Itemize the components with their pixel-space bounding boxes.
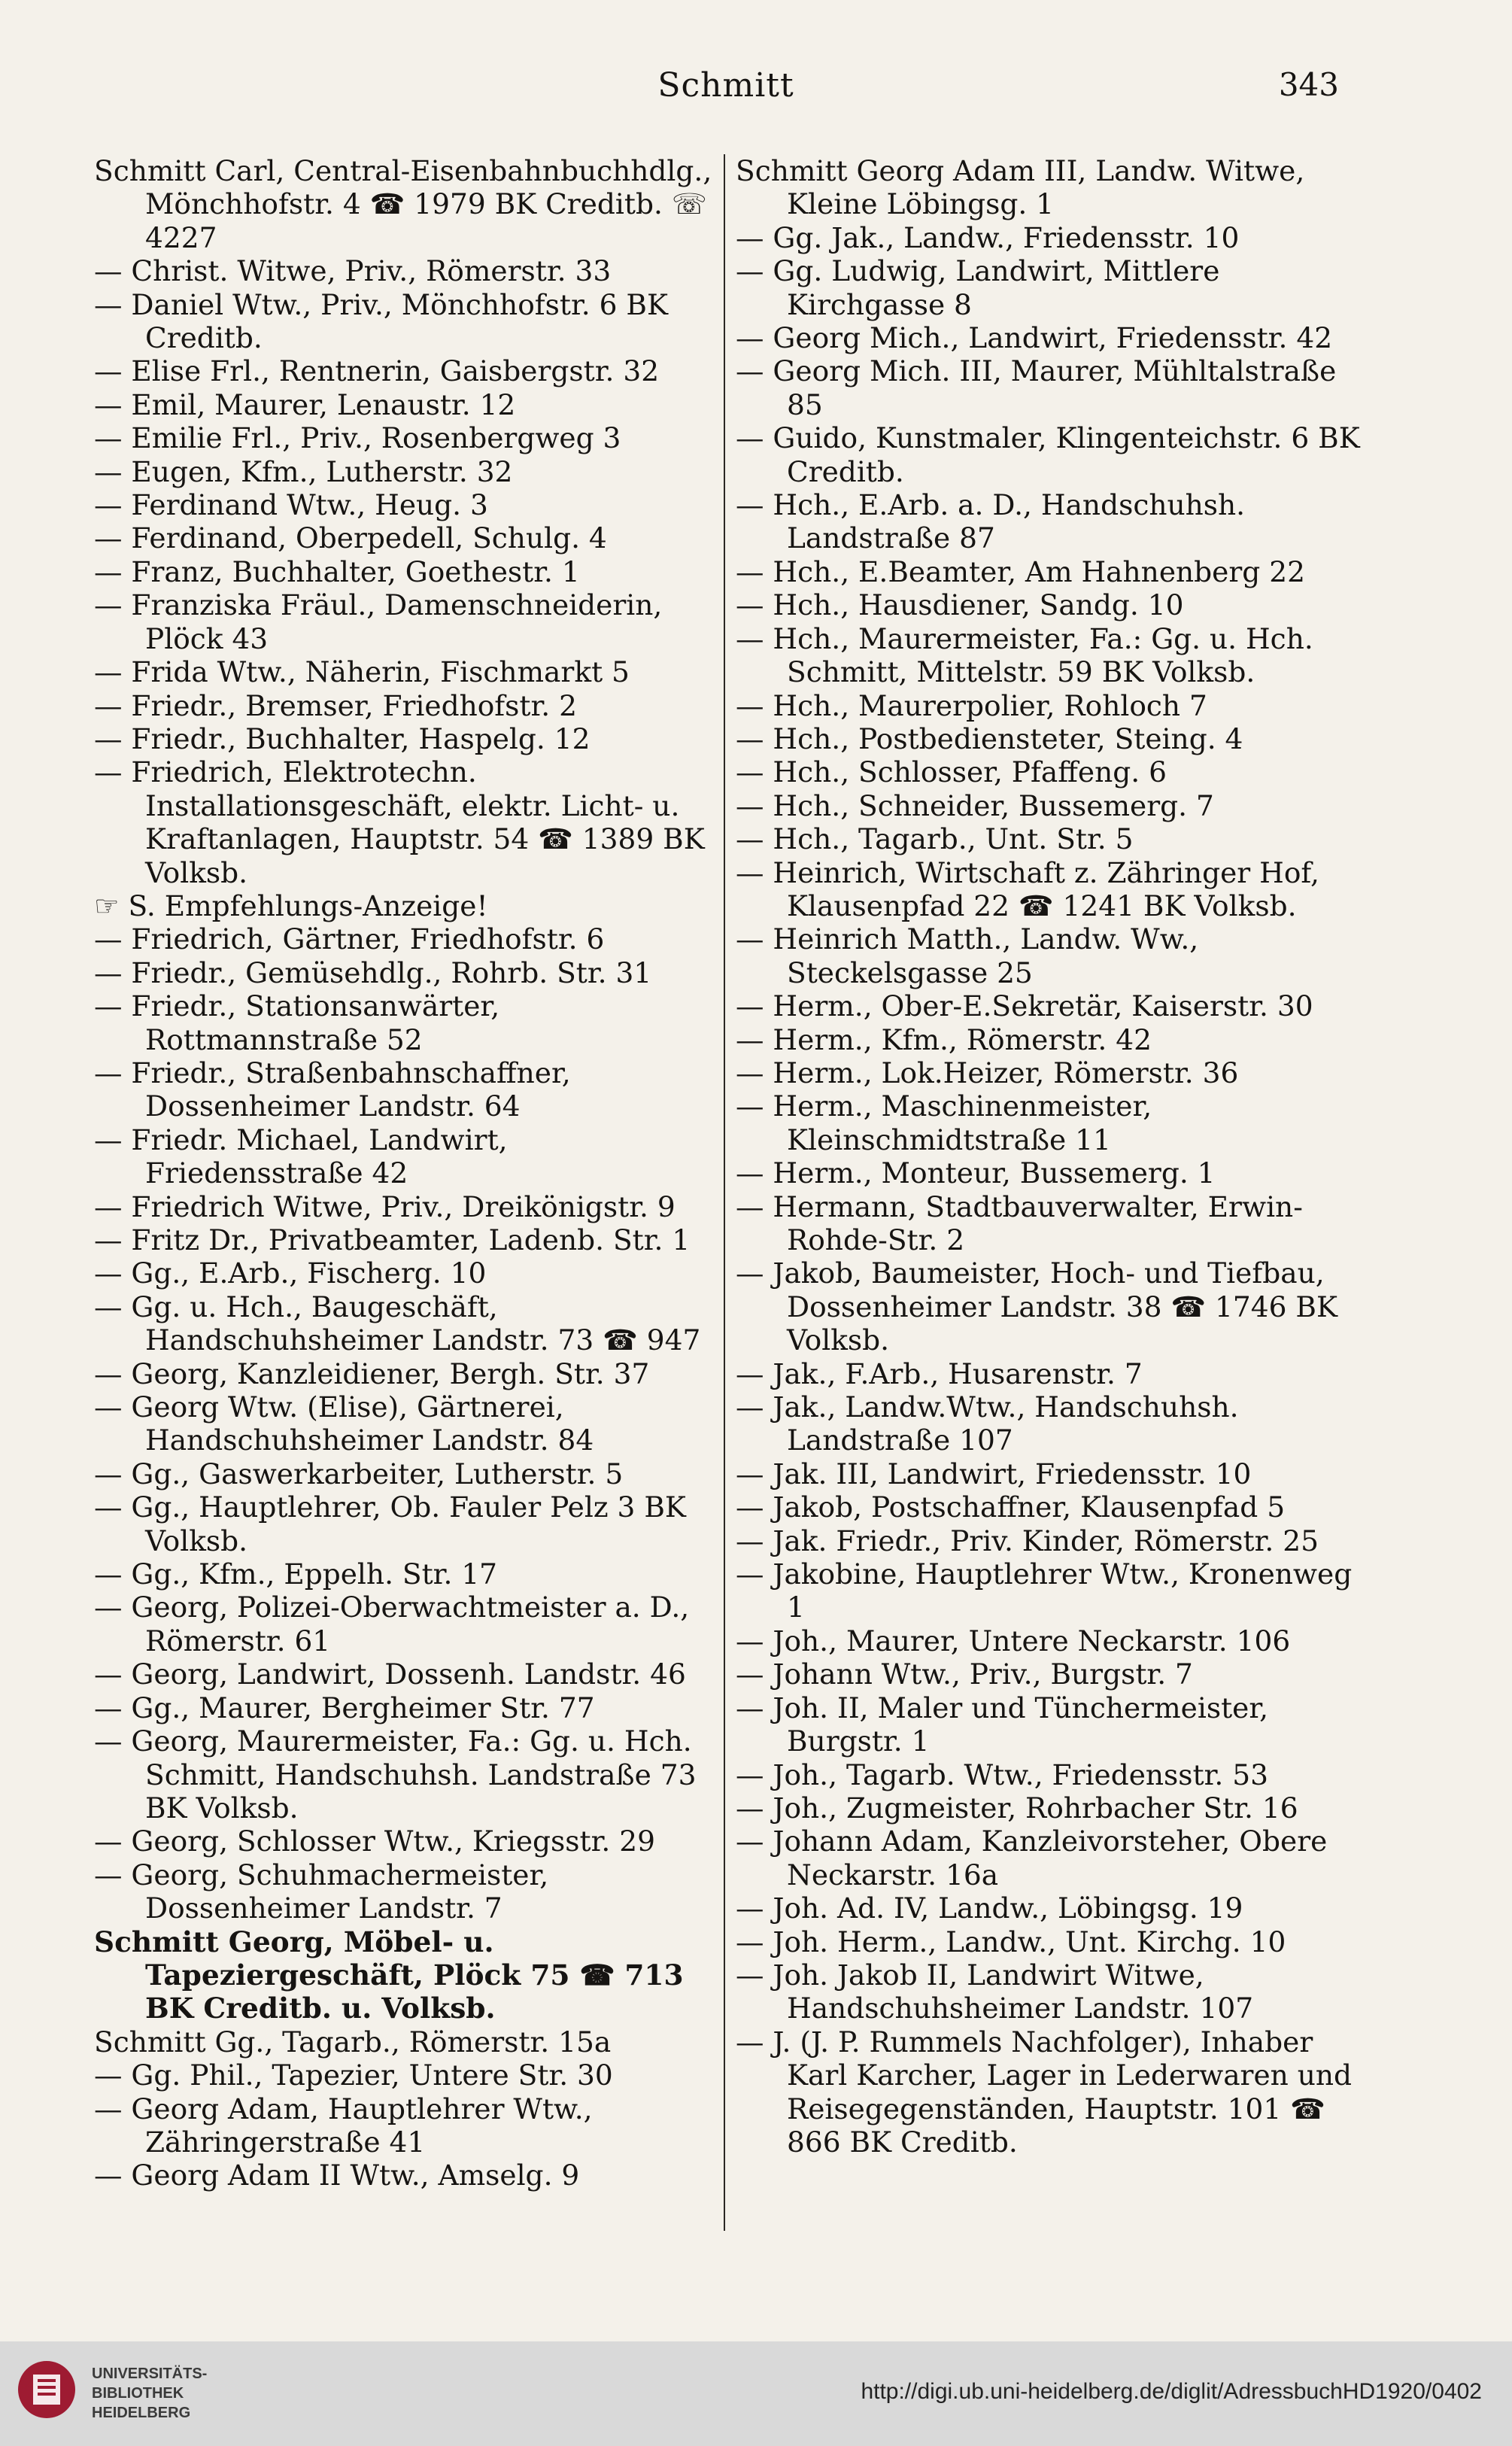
directory-entry: — Heinrich, Wirtschaft z. Zähringer Hof, Klausenpfad 22 ☎ 1241 BK Volksb. bbox=[736, 855, 1319, 922]
directory-entry: Schmitt Georg, Möbel- u. Tapeziergeschäft, Plöck 75 ☎ 713 BK Creditb. u. Volksb. bbox=[94, 1925, 684, 2025]
directory-entry: — Joh., Maurer, Untere Neckarstr. 106 bbox=[736, 1624, 1291, 1658]
directory-entry: — Franz, Buchhalter, Goethestr. 1 bbox=[94, 555, 580, 588]
directory-entry: Schmitt Carl, Central-Eisenbahnbuchhdlg., Mönchhofstr. 4 ☎ 1979 BK Creditb. ☏ 4227 bbox=[94, 154, 712, 254]
directory-entry: — Eugen, Kfm., Lutherstr. 32 bbox=[94, 454, 513, 488]
page-header bbox=[94, 66, 1358, 119]
directory-entry: — Georg Wtw. (Elise), Gärtnerei, Handschuhsheimer Landstr. 84 bbox=[94, 1390, 594, 1457]
directory-entry: — Friedr. Michael, Landwirt, Friedensstraße 42 bbox=[94, 1123, 508, 1190]
directory-entry: — Daniel Wtw., Priv., Mönchhofstr. 6 BK Creditb. bbox=[94, 287, 668, 355]
directory-entry: — Christ. Witwe, Priv., Römerstr. 33 bbox=[94, 254, 612, 288]
directory-entry: — Georg, Kanzleidiener, Bergh. Str. 37 bbox=[94, 1357, 650, 1390]
directory-entry: — Johann Wtw., Priv., Burgstr. 7 bbox=[736, 1658, 1193, 1691]
directory-entry: — Frida Wtw., Näherin, Fischmarkt 5 bbox=[94, 655, 630, 689]
directory-entry: — Friedr., Straßenbahnschaffner, Dossenheimer Landstr. 64 bbox=[94, 1056, 571, 1123]
directory-entry: — Herm., Monteur, Bussemerg. 1 bbox=[736, 1156, 1216, 1190]
directory-entry: — Joh. Herm., Landw., Unt. Kirchg. 10 bbox=[736, 1925, 1286, 1958]
directory-entry: — Joh., Tagarb. Wtw., Friedensstr. 53 bbox=[736, 1758, 1268, 1791]
directory-entry: — Heinrich Matth., Landw. Ww., Steckelsgasse 25 bbox=[736, 922, 1199, 989]
footer-bar bbox=[0, 2341, 1512, 2446]
directory-entry: — Gg. Phil., Tapezier, Untere Str. 30 bbox=[94, 2059, 613, 2092]
left-column bbox=[94, 154, 730, 2192]
directory-entry: Schmitt Gg., Tagarb., Römerstr. 15a bbox=[94, 2025, 612, 2059]
page-title: Schmitt bbox=[657, 66, 794, 105]
library-name-line1: UNIVERSITÄTS- bbox=[92, 2365, 208, 2382]
directory-entry: — Hch., Schneider, Bussemerg. 7 bbox=[736, 788, 1214, 822]
directory-entry: — Herm., Ober-E.Sekretär, Kaiserstr. 30 bbox=[736, 989, 1313, 1023]
directory-entry: Schmitt Georg Adam III, Landw. Witwe, Kleine Löbingsg. 1 bbox=[736, 154, 1305, 221]
directory-entry: — Georg, Schlosser Wtw., Kriegsstr. 29 bbox=[94, 1825, 655, 1858]
page-number: 343 bbox=[1278, 66, 1339, 103]
directory-entry: — Hch., Hausdiener, Sandg. 10 bbox=[736, 588, 1184, 622]
directory-entry: — Friedr., Bremser, Friedhofstr. 2 bbox=[94, 688, 578, 722]
directory-entry: — Gg. u. Hch., Baugeschäft, Handschuhsheimer Landstr. 73 ☎ 947 bbox=[94, 1290, 701, 1357]
directory-entry: — Herm., Maschinenmeister, Kleinschmidtstraße 11 bbox=[736, 1089, 1152, 1156]
directory-entry: — Elise Frl., Rentnerin, Gaisbergstr. 32 bbox=[94, 354, 660, 388]
directory-entry: — Georg Mich. III, Maurer, Mühltalstraße 85 bbox=[736, 354, 1337, 421]
directory-entry: ☞ S. Empfehlungs-Anzeige! bbox=[94, 889, 488, 922]
directory-entry: — Joh. Ad. IV, Landw., Löbingsg. 19 bbox=[736, 1891, 1243, 1925]
library-logo-icon bbox=[15, 2358, 78, 2421]
directory-entry: — Joh., Zugmeister, Rohrbacher Str. 16 bbox=[736, 1791, 1298, 1825]
directory-entry: — Fritz Dr., Privatbeamter, Ladenb. Str. 1 bbox=[94, 1223, 691, 1256]
directory-entry: — Jak., Landw.Wtw., Handschuhsh. Landstraße 107 bbox=[736, 1390, 1239, 1457]
source-url-link[interactable]: http://digi.ub.uni-heidelberg.de/diglit/AdressbuchHD1920/0402 bbox=[861, 2379, 1482, 2404]
directory-entry: — Hch., Maurermeister, Fa.: Gg. u. Hch. Schmitt, Mittelstr. 59 BK Volksb. bbox=[736, 621, 1313, 689]
directory-entry: — Hermann, Stadtbauverwalter, Erwin-Rohde-Str. 2 bbox=[736, 1190, 1303, 1256]
directory-entry: — Hch., E.Arb. a. D., Handschuhsh. Landstraße 87 bbox=[736, 488, 1246, 555]
directory-entry: — Gg., Gaswerkarbeiter, Lutherstr. 5 bbox=[94, 1457, 624, 1490]
directory-entry: — Hch., Postbediensteter, Steing. 4 bbox=[736, 722, 1243, 755]
directory-entry: — Ferdinand, Oberpedell, Schulg. 4 bbox=[94, 521, 607, 555]
directory-entry: — Georg Mich., Landwirt, Friedensstr. 42 bbox=[736, 321, 1333, 355]
library-name bbox=[92, 2364, 207, 2423]
directory-entry: — Jak., F.Arb., Husarenstr. 7 bbox=[736, 1357, 1143, 1390]
directory-entry: — Johann Adam, Kanzleivorsteher, Obere Neckarstr. 16a bbox=[736, 1825, 1328, 1891]
directory-entry: — Emil, Maurer, Lenaustr. 12 bbox=[94, 387, 516, 421]
directory-entry: — Herm., Lok.Heizer, Römerstr. 36 bbox=[736, 1056, 1239, 1089]
directory-entry: — Herm., Kfm., Römerstr. 42 bbox=[736, 1022, 1152, 1056]
directory-entry: — Jakob, Baumeister, Hoch- und Tiefbau, Dossenheimer Landstr. 38 ☎ 1746 BK Volksb. bbox=[736, 1256, 1337, 1357]
directory-entry: — Hch., E.Beamter, Am Hahnenberg 22 bbox=[736, 555, 1305, 588]
directory-entry: — Jakob, Postschaffner, Klausenpfad 5 bbox=[736, 1490, 1286, 1524]
directory-entry: — Georg, Polizei-Oberwachtmeister a. D., Römerstr. 61 bbox=[94, 1591, 690, 1658]
column-divider bbox=[724, 154, 725, 2231]
directory-entry: — Emilie Frl., Priv., Rosenbergweg 3 bbox=[94, 421, 621, 455]
directory-entry: — Franziska Fräul., Damenschneiderin, Plöck 43 bbox=[94, 588, 663, 655]
directory-entry: — Guido, Kunstmaler, Klingenteichstr. 6 BK Creditb. bbox=[736, 421, 1360, 488]
directory-entry: — Gg., Kfm., Eppelh. Str. 17 bbox=[94, 1557, 498, 1591]
library-name-line3: HEIDELBERG bbox=[92, 2405, 191, 2421]
directory-entry: — Georg Adam II Wtw., Amselg. 9 bbox=[94, 2159, 580, 2192]
directory-entry: — Friedrich, Elektrotechn. Installationsgeschäft, elektr. Licht- u. Kraftanlagen, Hauptstr. 54 ☎ 1389 BK Volksb. bbox=[94, 755, 705, 889]
directory-entry: — Gg. Ludwig, Landwirt, Mittlere Kirchgasse 8 bbox=[736, 254, 1220, 321]
library-name-line2: BIBLIOTHEK bbox=[92, 2385, 184, 2402]
directory-entry: — Friedr., Gemüsehdlg., Rohrb. Str. 31 bbox=[94, 956, 652, 989]
directory-entry: — Jak. Friedr., Priv. Kinder, Römerstr. 25 bbox=[736, 1524, 1319, 1557]
directory-entry: — Georg, Landwirt, Dossenh. Landstr. 46 bbox=[94, 1658, 686, 1691]
directory-entry: — Hch., Schlosser, Pfaffeng. 6 bbox=[736, 755, 1167, 789]
directory-entry: — Joh. Jakob II, Landwirt Witwe, Handschuhsheimer Landstr. 107 bbox=[736, 1958, 1254, 2025]
right-column bbox=[736, 154, 1371, 2159]
directory-entry: — Jak. III, Landwirt, Friedensstr. 10 bbox=[736, 1457, 1252, 1490]
directory-entry: — Joh. II, Maler und Tünchermeister, Burgstr. 1 bbox=[736, 1691, 1269, 1758]
directory-entry: — J. (J. P. Rummels Nachfolger), Inhaber Karl Karcher, Lager in Lederwaren und Reisegegenständen, Hauptstr. 101 ☎ 866 BK Creditb. bbox=[736, 2025, 1353, 2159]
directory-entry: — Friedr., Stationsanwärter, Rottmannstraße 52 bbox=[94, 989, 500, 1056]
directory-entry: — Ferdinand Wtw., Heug. 3 bbox=[94, 488, 488, 522]
directory-entry: — Hch., Tagarb., Unt. Str. 5 bbox=[736, 822, 1134, 856]
directory-entry: — Friedrich, Gärtner, Friedhofstr. 6 bbox=[94, 922, 605, 956]
directory-entry: — Friedrich Witwe, Priv., Dreikönigstr. 9 bbox=[94, 1190, 676, 1223]
directory-entry: — Gg., Maurer, Bergheimer Str. 77 bbox=[94, 1691, 595, 1724]
directory-entry: — Georg, Schuhmachermeister, Dossenheimer Landstr. 7 bbox=[94, 1858, 549, 1925]
directory-entry: — Georg Adam, Hauptlehrer Wtw., Zähringerstraße 41 bbox=[94, 2092, 593, 2159]
directory-entry: — Gg., Hauptlehrer, Ob. Fauler Pelz 3 BK Volksb. bbox=[94, 1490, 686, 1557]
directory-entry: — Gg., E.Arb., Fischerg. 10 bbox=[94, 1256, 487, 1290]
directory-entry: — Jakobine, Hauptlehrer Wtw., Kronenweg 1 bbox=[736, 1557, 1353, 1624]
directory-entry: — Gg. Jak., Landw., Friedensstr. 10 bbox=[736, 220, 1240, 254]
directory-entry: — Hch., Maurerpolier, Rohloch 7 bbox=[736, 688, 1207, 722]
directory-entry: — Georg, Maurermeister, Fa.: Gg. u. Hch. Schmitt, Handschuhsh. Landstraße 73 BK Volksb. bbox=[94, 1724, 697, 1825]
directory-entry: — Friedr., Buchhalter, Haspelg. 12 bbox=[94, 722, 591, 755]
